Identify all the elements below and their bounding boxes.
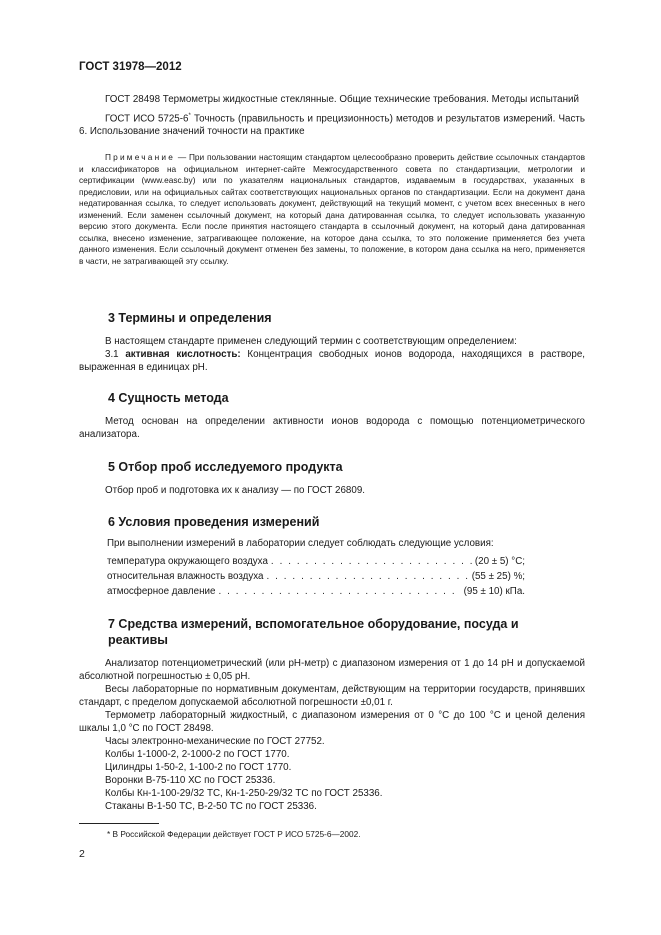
document-header: ГОСТ 31978—2012: [79, 61, 182, 73]
note-text: — При пользовании настоящим стандартом целесообразно проверить действие ссылочных стандартов и классификаторов на официальном интернет-сайте Межгосударственного совета по стандартизации, метрологии и сертификации (www.easc.by) или по указателям национальных стандартов, издаваемым в государствах, указанных в предисловии, или на официальных сайтах соответствующих национальных органов по стандартизации. Если на документ дана недатированная ссылка, то следует использовать документ, действующий на текущий момент, с учетом всех внесенных в него изменений. Если заменен ссылочный документ, на который дана датированная ссылка, то следует использовать указанную версию этого документа. Если после принятия настоящего стандарта в ссылочный документ, на который дана датированная ссылка, внесено изменение, затрагивающее положение, на которое дана ссылка, то это положение применяется без учета данного изменения. Если ссылочный документ отменен без замены, то положение, в котором дана ссылка на него, применяется в части, не затрагивающей эту ссылку.: [79, 152, 585, 266]
section-5-title: 5 Отбор проб исследуемого продукта: [108, 460, 343, 474]
condition-value: (55 ± 25) %;: [471, 571, 525, 582]
note-block: [79, 152, 585, 267]
condition-temperature: [107, 556, 525, 567]
section-4-body: [79, 415, 585, 441]
section-3-intro: В настоящем стандарте применен следующий термин с соответствующим определением:: [105, 336, 517, 347]
condition-label: относительная влажность воздуха: [107, 571, 264, 582]
equipment-item: Колбы Кн-1-100-29/32 ТС, Кн-1-250-29/32 ТС по ГОСТ 25336.: [105, 788, 383, 799]
condition-value: (20 ± 5) °С;: [474, 556, 525, 567]
leader-dots: [271, 556, 472, 567]
section-7-title: 7 Средства измерений, вспомогательное оборудование, посуда и реактивы: [108, 617, 519, 647]
normative-references: [79, 93, 585, 138]
page-number: 2: [79, 848, 85, 860]
note-paragraph: [79, 152, 585, 267]
equipment-paragraph: Термометр лабораторный жидкостный, с диапазоном измерения от 0 °С до 100 °С и ценой деления шкалы 1,0 °С по ГОСТ 28498.: [79, 710, 585, 734]
section-4-text: Метод основан на определении активности ионов водорода с помощью потенциометрического анализатора.: [79, 416, 585, 440]
leader-dots: [267, 571, 469, 582]
term-definition: [79, 348, 585, 374]
condition-value: (95 ± 10) кПа.: [463, 586, 525, 597]
equipment-item: Колбы 1-1000-2, 2-1000-2 по ГОСТ 1770.: [105, 749, 290, 760]
section-4-title: 4 Сущность метода: [108, 391, 229, 405]
condition-label: температура окружающего воздуха: [107, 556, 268, 567]
section-3-body: [79, 335, 585, 374]
section-7-body: [79, 657, 585, 813]
condition-humidity: [107, 571, 525, 582]
condition-pressure: [107, 586, 525, 597]
footnote-divider: [79, 823, 159, 824]
footnote: * В Российской Федерации действует ГОСТ Р ИСО 5725-6—2002.: [107, 829, 361, 839]
condition-label: атмосферное давление: [107, 586, 216, 597]
section-6-intro: При выполнении измерений в лаборатории следует соблюдать следующие условия:: [107, 538, 494, 549]
equipment-item: Воронки В-75-110 ХС по ГОСТ 25336.: [105, 775, 276, 786]
footnote-mark: *: [188, 113, 191, 119]
section-5-text: Отбор проб и подготовка их к анализу — по ГОСТ 26809.: [105, 485, 366, 496]
term-text: Концентрация свободных ионов водорода, находящихся в растворе, выраженная в единицах pH.: [79, 349, 585, 373]
equipment-item: Стаканы В-1-50 ТС, В-2-50 ТС по ГОСТ 25336.: [105, 801, 317, 812]
section-6-title: 6 Условия проведения измерений: [108, 515, 320, 529]
reference-gost-28498: ГОСТ 28498 Термометры жидкостные стеклянные. Общие технические требования. Методы испытаний: [105, 94, 579, 105]
reference-code: ГОСТ ИСО 5725-6: [105, 113, 189, 125]
reference-text: Точность (правильность и прецизионность) методов и результатов измерений. Часть 6. Использование значений точности на практике: [79, 113, 585, 138]
equipment-item: Цилиндры 1-50-2, 1-100-2 по ГОСТ 1770.: [105, 762, 292, 773]
section-3-title: 3 Термины и определения: [108, 311, 272, 325]
term-name: активная кислотность:: [125, 349, 241, 360]
section-5-body: [79, 484, 585, 497]
equipment-paragraph: Анализатор потенциометрический (или pH-метр) с диапазоном измерения от 1 до 14 pH и допускаемой абсолютной погрешностью ± 0,05 pH.: [79, 658, 585, 682]
equipment-item: Часы электронно-механические по ГОСТ 27752.: [105, 736, 325, 747]
reference-iso-5725-6: [79, 110, 585, 138]
term-number: 3.1: [105, 349, 119, 360]
equipment-paragraph: Весы лабораторные по нормативным документам, действующим на территории государств, принявших стандарт, с пределом допускаемой абсолютной погрешности ±0,01 г.: [79, 684, 585, 708]
note-label: Примечание: [105, 152, 176, 162]
leader-dots: [218, 586, 460, 597]
